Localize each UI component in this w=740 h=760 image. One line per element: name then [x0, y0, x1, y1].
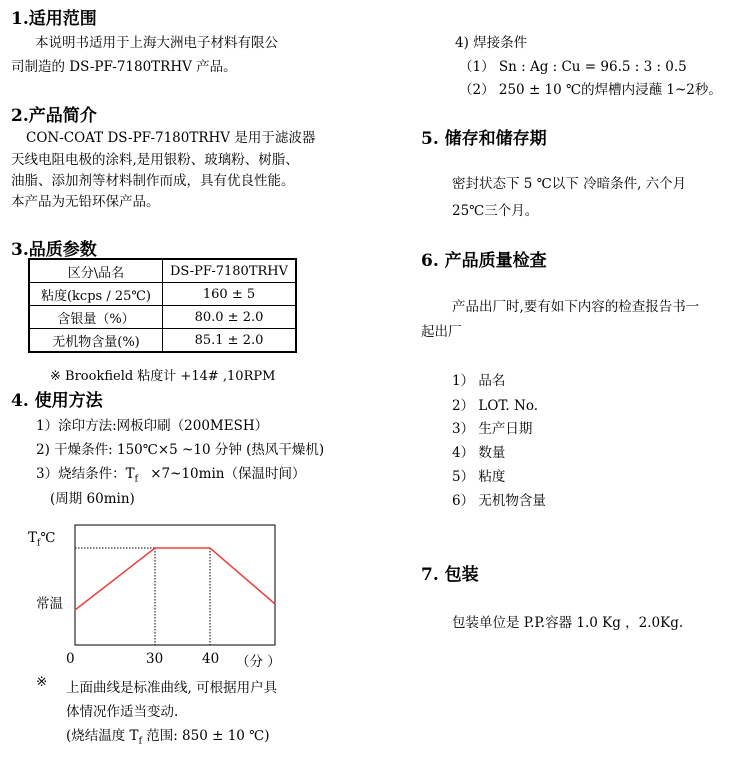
section-5-line-2: 25℃三个月。 — [452, 203, 539, 219]
table-header-cell: DS-PF-7180TRHV — [163, 259, 297, 283]
chart-y-label-room: 常温 — [36, 596, 63, 612]
chart-x-tick-40: 40 — [202, 651, 220, 667]
usage-item-3-label: 3）烧结条件： — [36, 466, 126, 482]
table-row — [29, 283, 296, 306]
section-1-line-2: 司制造的 DS-PF-7180TRHV 产品。 — [11, 59, 237, 75]
section-6-intro-2: 起出厂 — [421, 324, 462, 340]
section-1-title: 1.适用范围 — [11, 9, 97, 29]
curve-note-line-3 — [66, 724, 270, 747]
quality-table — [28, 258, 297, 353]
section-7-line: 包装单位是 P.P.容器 1.0 Kg ，2.0Kg. — [452, 615, 684, 631]
usage-item-2: 2) 干燥条件: 150℃×5 ~10 分钟 (热风干燥机) — [36, 442, 325, 458]
table-cell: 无机物含量(%) — [29, 329, 163, 353]
section-6-title: 6. 产品质量检查 — [421, 251, 547, 271]
chart-x-unit: （分 ） — [236, 654, 281, 670]
table-cell: 80.0 ± 2.0 — [163, 306, 297, 329]
curve-note-line-3-suffix: 范围: 850 ± 10 ℃) — [141, 728, 270, 744]
usage-item-3 — [36, 462, 305, 485]
list-item: 6） 无机物含量 — [452, 493, 546, 509]
soldering-title: 4) 焊接条件 — [455, 35, 528, 51]
section-2-line-2: 天线电阻电极的涂料,是用银粉、玻璃粉、树脂、 — [11, 152, 299, 168]
list-item: 5） 粘度 — [452, 469, 506, 485]
curve-note-mark: ※ — [36, 674, 48, 690]
tf-subscript: f — [134, 474, 138, 485]
list-item: 2） LOT. No. — [452, 398, 539, 414]
section-3-title: 3.品质参数 — [11, 240, 97, 260]
table-cell: 粘度(kcps / 25℃) — [29, 283, 163, 306]
chart-tf-subscript: f — [37, 538, 41, 549]
section-7-title: 7. 包装 — [421, 565, 479, 585]
section-5-title: 5. 储存和储存期 — [421, 129, 547, 149]
section-1-line-1: 本说明书适用于上海大洲电子材料有限公 — [35, 35, 278, 51]
tf-symbol: T — [125, 466, 135, 482]
section-2-line-4: 本产品为无铅环保产品。 — [11, 194, 160, 210]
section-2-title: 2.产品简介 — [11, 106, 97, 126]
section-4-title: 4. 使用方法 — [11, 391, 103, 411]
table-cell: 85.1 ± 2.0 — [163, 329, 297, 353]
usage-item-3-period: (周期 60min) — [50, 491, 135, 507]
table-note: ※ Brookfield 粘度计 +14# ,10RPM — [50, 369, 276, 384]
usage-item-1: 1）涂印方法:网板印刷（200MESH） — [36, 418, 269, 434]
table-row — [29, 306, 296, 329]
table-cell: 160 ± 5 — [163, 283, 297, 306]
chart-frame — [75, 525, 275, 645]
list-item: 1） 品名 — [452, 373, 506, 389]
list-item: 4） 数量 — [452, 445, 506, 461]
table-header-cell: 区分\品名 — [29, 259, 163, 283]
curve-note-line-3-prefix: (烧结温度 T — [66, 728, 139, 744]
table-row — [29, 329, 296, 353]
temperature-profile-line — [75, 548, 275, 610]
list-item: 3） 生产日期 — [452, 421, 533, 437]
firing-profile-chart — [30, 520, 300, 670]
chart-tf-symbol: T — [28, 530, 38, 546]
chart-x-tick-30: 30 — [146, 651, 164, 667]
table-cell: 含银量（%） — [29, 306, 163, 329]
soldering-item-2: （2） 250 ± 10 ℃的焊槽内浸蘸 1~2秒。 — [459, 82, 722, 98]
table-header-row — [29, 259, 296, 283]
curve-note-line-1: 上面曲线是标准曲线, 可根据用户具 — [66, 680, 278, 696]
usage-item-3-detail: ×7~10min（保温时间） — [150, 466, 306, 482]
section-6-intro-1: 产品出厂时,要有如下内容的检查报告书一 — [452, 299, 700, 315]
curve-note-tf-subscript: f — [138, 736, 142, 747]
soldering-item-1: （1） Sn : Ag : Cu = 96.5 : 3 : 0.5 — [459, 59, 687, 75]
chart-tf-unit: ℃ — [40, 530, 56, 546]
chart-x-tick-0: 0 — [66, 651, 75, 667]
section-2-line-3: 油脂、添加剂等材料制作而成，具有优良性能。 — [11, 173, 295, 189]
section-2-line-1: CON-COAT DS-PF-7180TRHV 是用于滤波器 — [26, 130, 316, 146]
section-5-line-1: 密封状态下 5 ℃以下 冷暗条件, 六个月 — [452, 176, 687, 192]
curve-note-line-2: 体情况作适当变动. — [66, 704, 179, 720]
chart-y-label-tf — [28, 530, 55, 549]
